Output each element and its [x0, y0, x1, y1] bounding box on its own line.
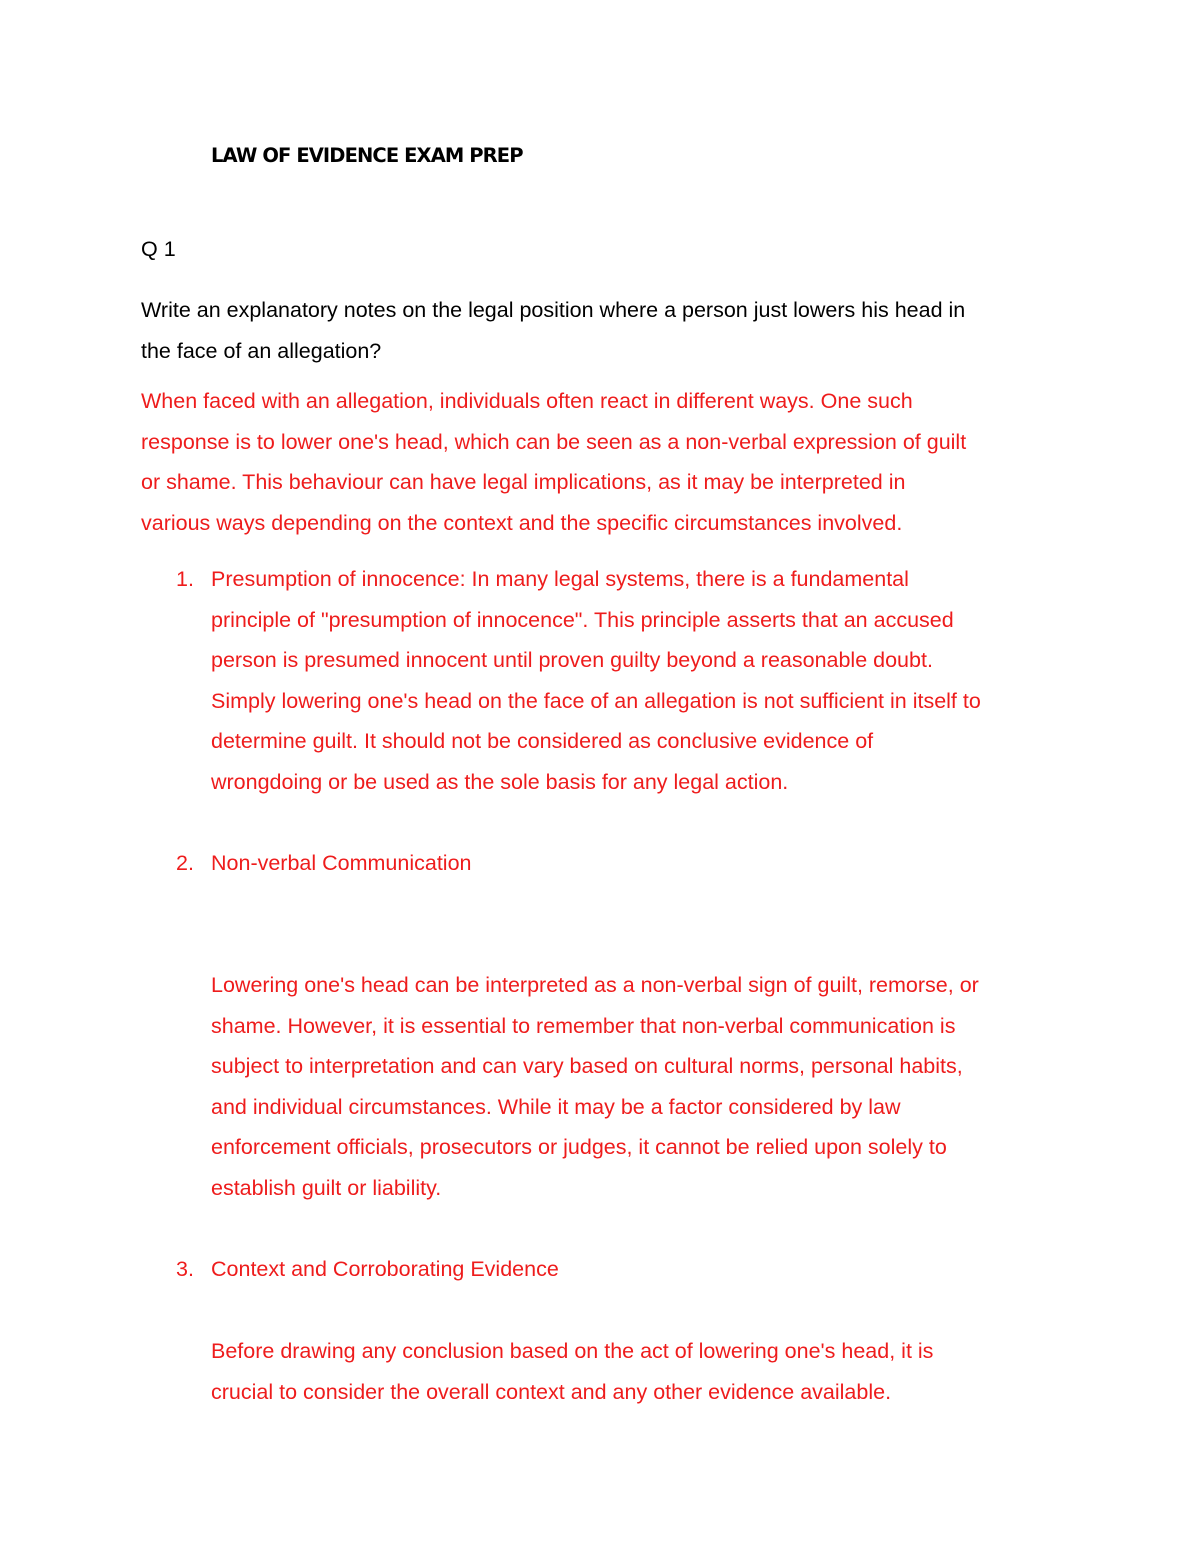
list-item-line: shame. However, it is essential to remember that non-verbal communication is	[211, 1013, 956, 1038]
answer-line: or shame. This behaviour can have legal implications, as it may be interpreted in	[141, 470, 906, 494]
document-title: LAW OF EVIDENCE EXAM PREP	[211, 144, 523, 167]
list-item-number: 2.	[176, 851, 194, 875]
list-item-line: Simply lowering one's head on the face of an allegation is not sufficient in itself to	[211, 688, 981, 713]
answer-intro	[141, 381, 1071, 543]
list-item-line: establish guilt or liability.	[211, 1175, 442, 1200]
list-item-line: wrongdoing or be used as the sole basis for any legal action.	[211, 769, 789, 794]
list-item-heading: Non-verbal Communication	[211, 851, 472, 875]
answer-line: various ways depending on the context and the specific circumstances involved.	[141, 510, 903, 535]
list-item-number: 3.	[176, 1257, 194, 1281]
list-item-line: Presumption of innocence: In many legal systems, there is a fundamental	[211, 567, 909, 591]
list-item-non-verbal-communication	[211, 965, 1071, 1208]
list-item-number: 1.	[176, 567, 194, 591]
list-item-presumption-of-innocence	[211, 559, 1071, 802]
list-item-line: person is presumed innocent until proven guilty beyond a reasonable doubt.	[211, 648, 933, 672]
question-number: Q 1	[141, 237, 176, 261]
list-item-line: Before drawing any conclusion based on the act of lowering one's head, it is	[211, 1339, 934, 1363]
answer-line: response is to lower one's head, which can be seen as a non-verbal expression of guilt	[141, 429, 967, 454]
list-item-line: Lowering one's head can be interpreted as a non-verbal sign of guilt, remorse, or	[211, 973, 979, 997]
question-line: Write an explanatory notes on the legal position where a person just lowers his head in	[141, 298, 966, 322]
list-item-line: subject to interpretation and can vary based on cultural norms, personal habits,	[211, 1054, 963, 1078]
list-item-line: crucial to consider the overall context and any other evidence available.	[211, 1379, 892, 1404]
answer-line: When faced with an allegation, individuals often react in different ways. One such	[141, 389, 913, 413]
question-text	[141, 290, 1071, 371]
question-line: the face of an allegation?	[141, 338, 382, 363]
list-item-line: and individual circumstances. While it may be a factor considered by law	[211, 1094, 901, 1119]
list-item-line: principle of "presumption of innocence". This principle asserts that an accused	[211, 607, 954, 632]
list-item-line: determine guilt. It should not be considered as conclusive evidence of	[211, 729, 874, 753]
list-item-heading: Context and Corroborating Evidence	[211, 1257, 559, 1281]
list-item-line: enforcement officials, prosecutors or judges, it cannot be relied upon solely to	[211, 1135, 947, 1159]
list-item-context-and-evidence	[211, 1331, 1071, 1412]
